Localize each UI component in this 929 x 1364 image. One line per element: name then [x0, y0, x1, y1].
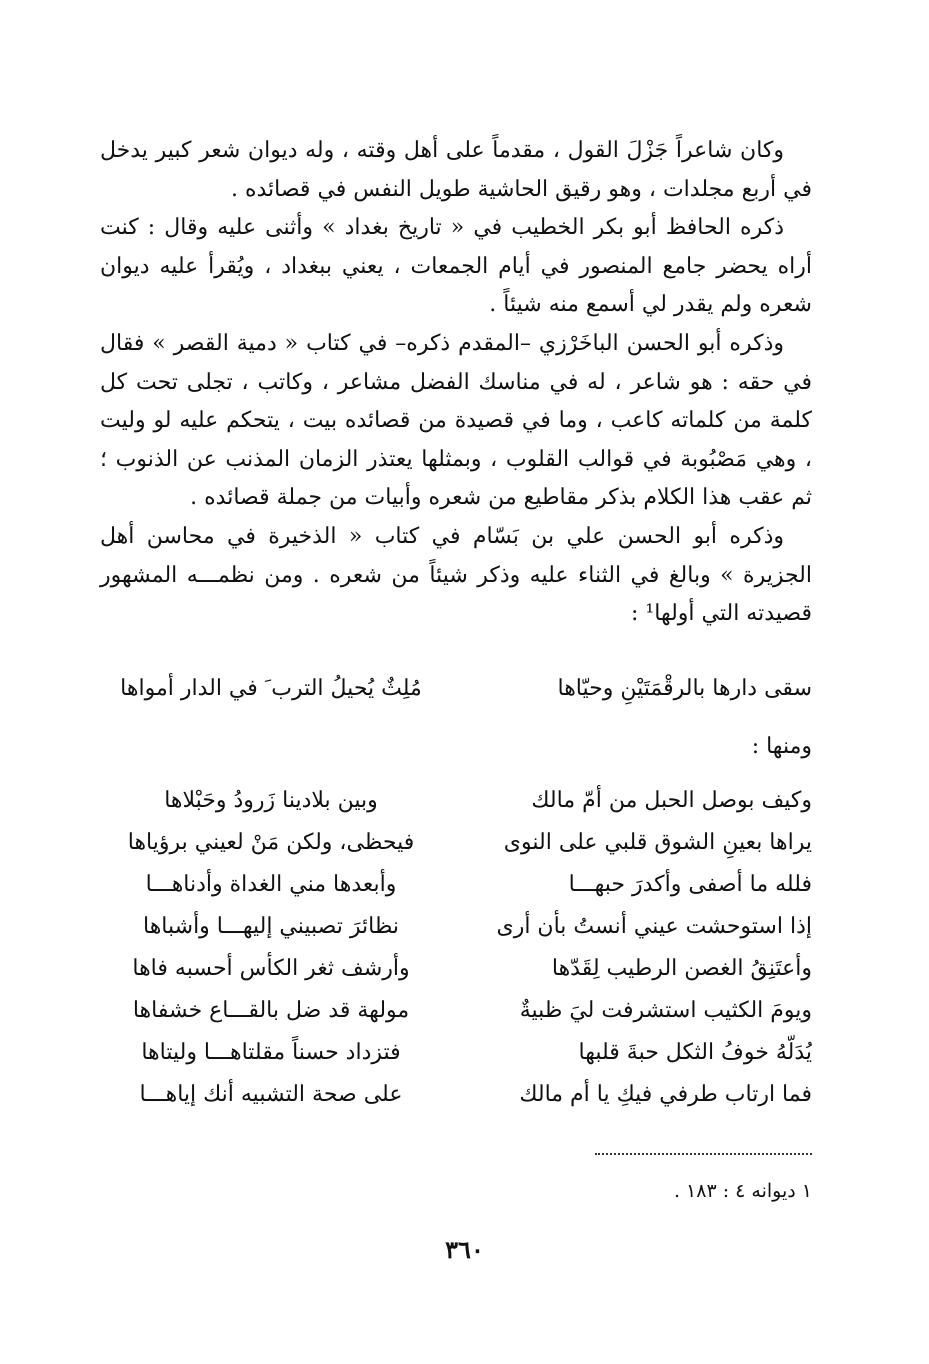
verse-first-hemistich: يُدَلّهُ خوفُ الثكل حبةَ قلبها: [578, 1040, 812, 1065]
verse-first-hemistich: فما ارتاب طرفي فيكِ يا أم مالك: [519, 1082, 812, 1107]
verse-second-hemistich: فيحظى، ولكن مَنْ لعيني برؤياها: [127, 830, 415, 855]
minha-label: ومنها :: [751, 734, 812, 759]
verse-second-hemistich: نظائرَ تصبيني إليهـــا وأشباها: [142, 914, 400, 939]
verse-first-hemistich: يراها بعينِ الشوق قلبي على النوى: [503, 830, 812, 855]
verse-first-hemistich: وأعتَنِقُ الغصن الرطيب لِقَدّها: [551, 956, 812, 981]
verse-line: [100, 780, 812, 822]
poem-verses: [100, 780, 812, 1116]
verse-first-hemistich: إذا استوحشت عيني أنستُ بأن أرى: [496, 914, 812, 939]
opening-verse: [100, 668, 812, 710]
paragraph: وذكره أبو الحسن علي بن بَسّام في كتاب « الذخيرة في محاسن أهل الجزيرة » وبالغ في الثناء عليه وذكر شيئاً من شعره . ومن نظمـــه المشهور قصيدته التي أولها¹ :: [100, 523, 812, 627]
verse-line: [100, 864, 812, 906]
verse-second-hemistich: فتزداد حسناً مقلتاهـــا وليتاها: [141, 1040, 401, 1065]
footnote: ١ ديوانه ٤ : ١٨٣ .: [673, 1180, 812, 1202]
verse-first-hemistich: وكيف بوصل الحبل من أمّ مالك: [531, 788, 812, 813]
page-number: ٣٦٠: [445, 1235, 484, 1264]
paragraph: ذكره الحافظ أبو بكر الخطيب في « تاريخ بغداد » وأثنى عليه وقال : كنت أراه يحضر جامع المنصور في أيام الجمعات ، يعني ببغداد ، ويُقرأ عليه ديوان شعره ولم يقدر لي أسمع منه شيئاً .: [100, 215, 812, 318]
paragraph: وذكره أبو الحسن الباخَرْزي –المقدم ذكره– في كتاب « دمية القصر » فقال في حقه : هو شاعر ، له في مناسك الفضل مشاعر ، وكاتب ، تجلى تحت كل كلمة من كلماته كاعب ، وما في قصيدة من قصائده بيت ، يتحكم عليه لو وليت ، وهي مَصْبُوبة في قوالب القلوب ، وبمثلها يعتذر الزمان المذنب عن الذنوب ؛ ثم عقب هذا الكلام بذكر مقاطيع من شعره وأبيات من جملة قصائده .: [100, 330, 812, 511]
verse-second-hemistich: مُلِثٌ يُحيلُ الترب َ في الدار أمواها: [120, 676, 422, 701]
verse-line: [100, 906, 812, 948]
verse-line: [100, 990, 812, 1032]
verse-line: [100, 822, 812, 864]
verse-line: [100, 1074, 812, 1116]
paragraph: وكان شاعراً جَزْلَ القول ، مقدماً على أهل وقته ، وله ديوان شعر كبير يدخل في أربع مجلدات ، وهو رقيق الحاشية طويل النفس في قصائده .: [100, 138, 812, 202]
verse-line: [100, 948, 812, 990]
verse-second-hemistich: وأبعدها مني الغداة وأدناهـــا: [145, 872, 397, 897]
prose-body: [100, 132, 812, 634]
verse-first-hemistich: فلله ما أصفى وأكدرَ حبهـــا: [568, 872, 812, 897]
verse-second-hemistich: مولهة قد ضل بالقـــاع خشفاها: [132, 998, 410, 1023]
verse-second-hemistich: وأرشف ثغر الكأس أحسبه فاها: [132, 956, 410, 981]
verse-second-hemistich: وبين بلادينا زَرودُ وحَبْلاها: [164, 788, 378, 813]
verse-line: [100, 668, 812, 710]
verse-first-hemistich: ويومَ الكثيب استشرفت ليَ ظبيةٌ: [519, 998, 812, 1023]
verse-second-hemistich: على صحة التشبيه أنك إياهـــا: [139, 1082, 403, 1107]
footnote-divider: [595, 1153, 812, 1155]
verse-line: [100, 1032, 812, 1074]
verse-first-hemistich: سقى دارها بالرقْمَتَيْنِ وحيّاها: [557, 676, 812, 701]
